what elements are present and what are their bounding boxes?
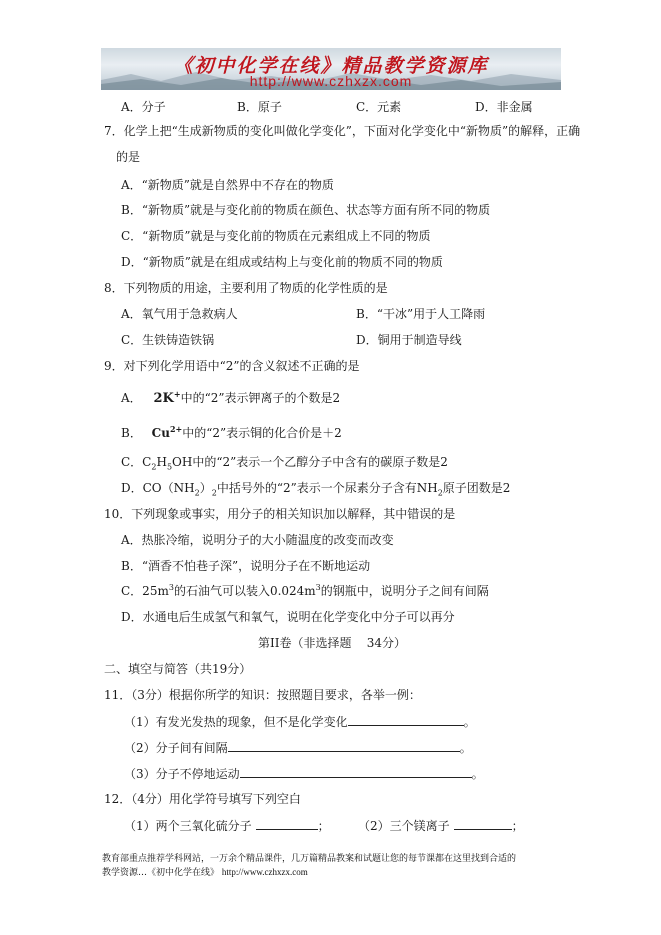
q12-item-2: （2）三个镁离子 ； xyxy=(358,819,524,833)
q11-item-2: （2）分子间有间隔 。 xyxy=(124,741,472,755)
header-banner xyxy=(101,48,561,90)
q8-option-d: D．铜用于制造导线 xyxy=(356,333,462,347)
q9-option-d: D．$CO(NH_2)_2$中括号外的“2”表示一个尿素分子含有$NH_2$原子团数是2 xyxy=(121,481,511,498)
q10-option-d: D．水通电后生成氢气和氧气，说明在化学变化中分子可以再分 xyxy=(121,610,455,624)
volume-title: 第II卷（非选择题 34分） xyxy=(258,636,407,650)
q11-item-1: （1）有发光发热的现象，但不是化学变化 。 xyxy=(124,715,476,729)
q9-option-a: A． 2K+中的“2”表示钾离子的个数是2 xyxy=(121,389,341,406)
q11-stem: 11．（3分）根据你所学的知识：按照题目要求，各举一例： xyxy=(104,688,421,702)
q8-option-c: C．生铁铸造铁锅 xyxy=(121,333,215,347)
q9-option-c: C．$C_2H_5OH$中的“2”表示一个乙醇分子中含有的碳原子数是2 xyxy=(121,455,448,472)
q7-option-d: D．“新物质”就是在组成或结构上与变化前的物质不同的物质 xyxy=(121,255,443,269)
q9-option-b: B． $Cu^{2+}$中的“2”表示铜的化合价是＋2 xyxy=(121,424,342,440)
q8-stem: 8．下列物质的用途，主要利用了物质的化学性质的是 xyxy=(104,281,388,295)
q10-stem: 10．下列现象或事实，用分子的相关知识加以解释，其中错误的是 xyxy=(104,507,456,521)
q7-option-b: B．“新物质”就是与变化前的物质在颜色、状态等方面有所不同的物质 xyxy=(121,203,491,217)
q7-option-c: C．“新物质”就是与变化前的物质在元素组成上不同的物质 xyxy=(121,229,431,243)
banner-url[interactable]: http://www.czhxzx.com xyxy=(249,73,413,89)
q10-option-b: B．“酒香不怕巷子深”，说明分子在不断地运动 xyxy=(121,559,371,573)
q11-blank-1[interactable] xyxy=(348,714,464,726)
formula-2k: 2K xyxy=(153,391,174,406)
q12-item-1: （1）两个三氧化硫分子 ； xyxy=(124,819,330,833)
q6-option-b: B．原子 xyxy=(237,100,282,114)
q7-stem-line1: 7．化学上把“生成新物质的变化叫做化学变化”，下面对化学变化中“新物质”的解释，正确 xyxy=(104,124,581,138)
q12-stem: 12．（4分）用化学符号填写下列空白 xyxy=(104,792,301,806)
formula-cu: Cu xyxy=(151,426,170,440)
q7-stem-line2: 的是 xyxy=(116,150,141,164)
q10-option-c: C．$25m^3$的石油气可以装入$0.024m^3$的钢瓶中，说明分子之间有间隔 xyxy=(121,583,489,598)
footer-line2: 教学资源…《初中化学在线》 http://www.czhxzx.com xyxy=(102,867,308,878)
footer-url[interactable]: http://www.czhxzx.com xyxy=(221,867,308,877)
banner-title: 《初中化学在线》精品教学资源库 xyxy=(173,55,489,77)
footer-line1: 教育部重点推荐学科网站，一万余个精品课件，几万篇精品教案和试题让您的每节课都在这里找到合适的 xyxy=(102,854,517,864)
q11-item-3: （3）分子不停地运动 。 xyxy=(124,767,484,781)
q12-blank-1[interactable] xyxy=(256,818,318,830)
q10-option-a: A．热胀冷缩，说明分子的大小随温度的改变而改变 xyxy=(121,533,394,547)
q11-blank-3[interactable] xyxy=(240,766,472,778)
q6-option-d: D．非金属 xyxy=(475,100,533,114)
q11-blank-2[interactable] xyxy=(228,740,460,752)
q6-option-c: C．元素 xyxy=(356,100,402,114)
q6-option-a: A．分子 xyxy=(121,100,166,114)
q8-option-b: B．“干冰”用于人工降雨 xyxy=(356,307,486,321)
section-heading: 二、填空与简答（共19分） xyxy=(104,662,252,676)
footer xyxy=(102,853,572,880)
q8-option-a: A．氧气用于急救病人 xyxy=(121,307,238,321)
q7-option-a: A．“新物质”就是自然界中不存在的物质 xyxy=(121,178,334,192)
q9-stem: 9．对下列化学用语中“2”的含义叙述不正确的是 xyxy=(104,359,360,373)
q12-blank-2[interactable] xyxy=(454,818,512,830)
